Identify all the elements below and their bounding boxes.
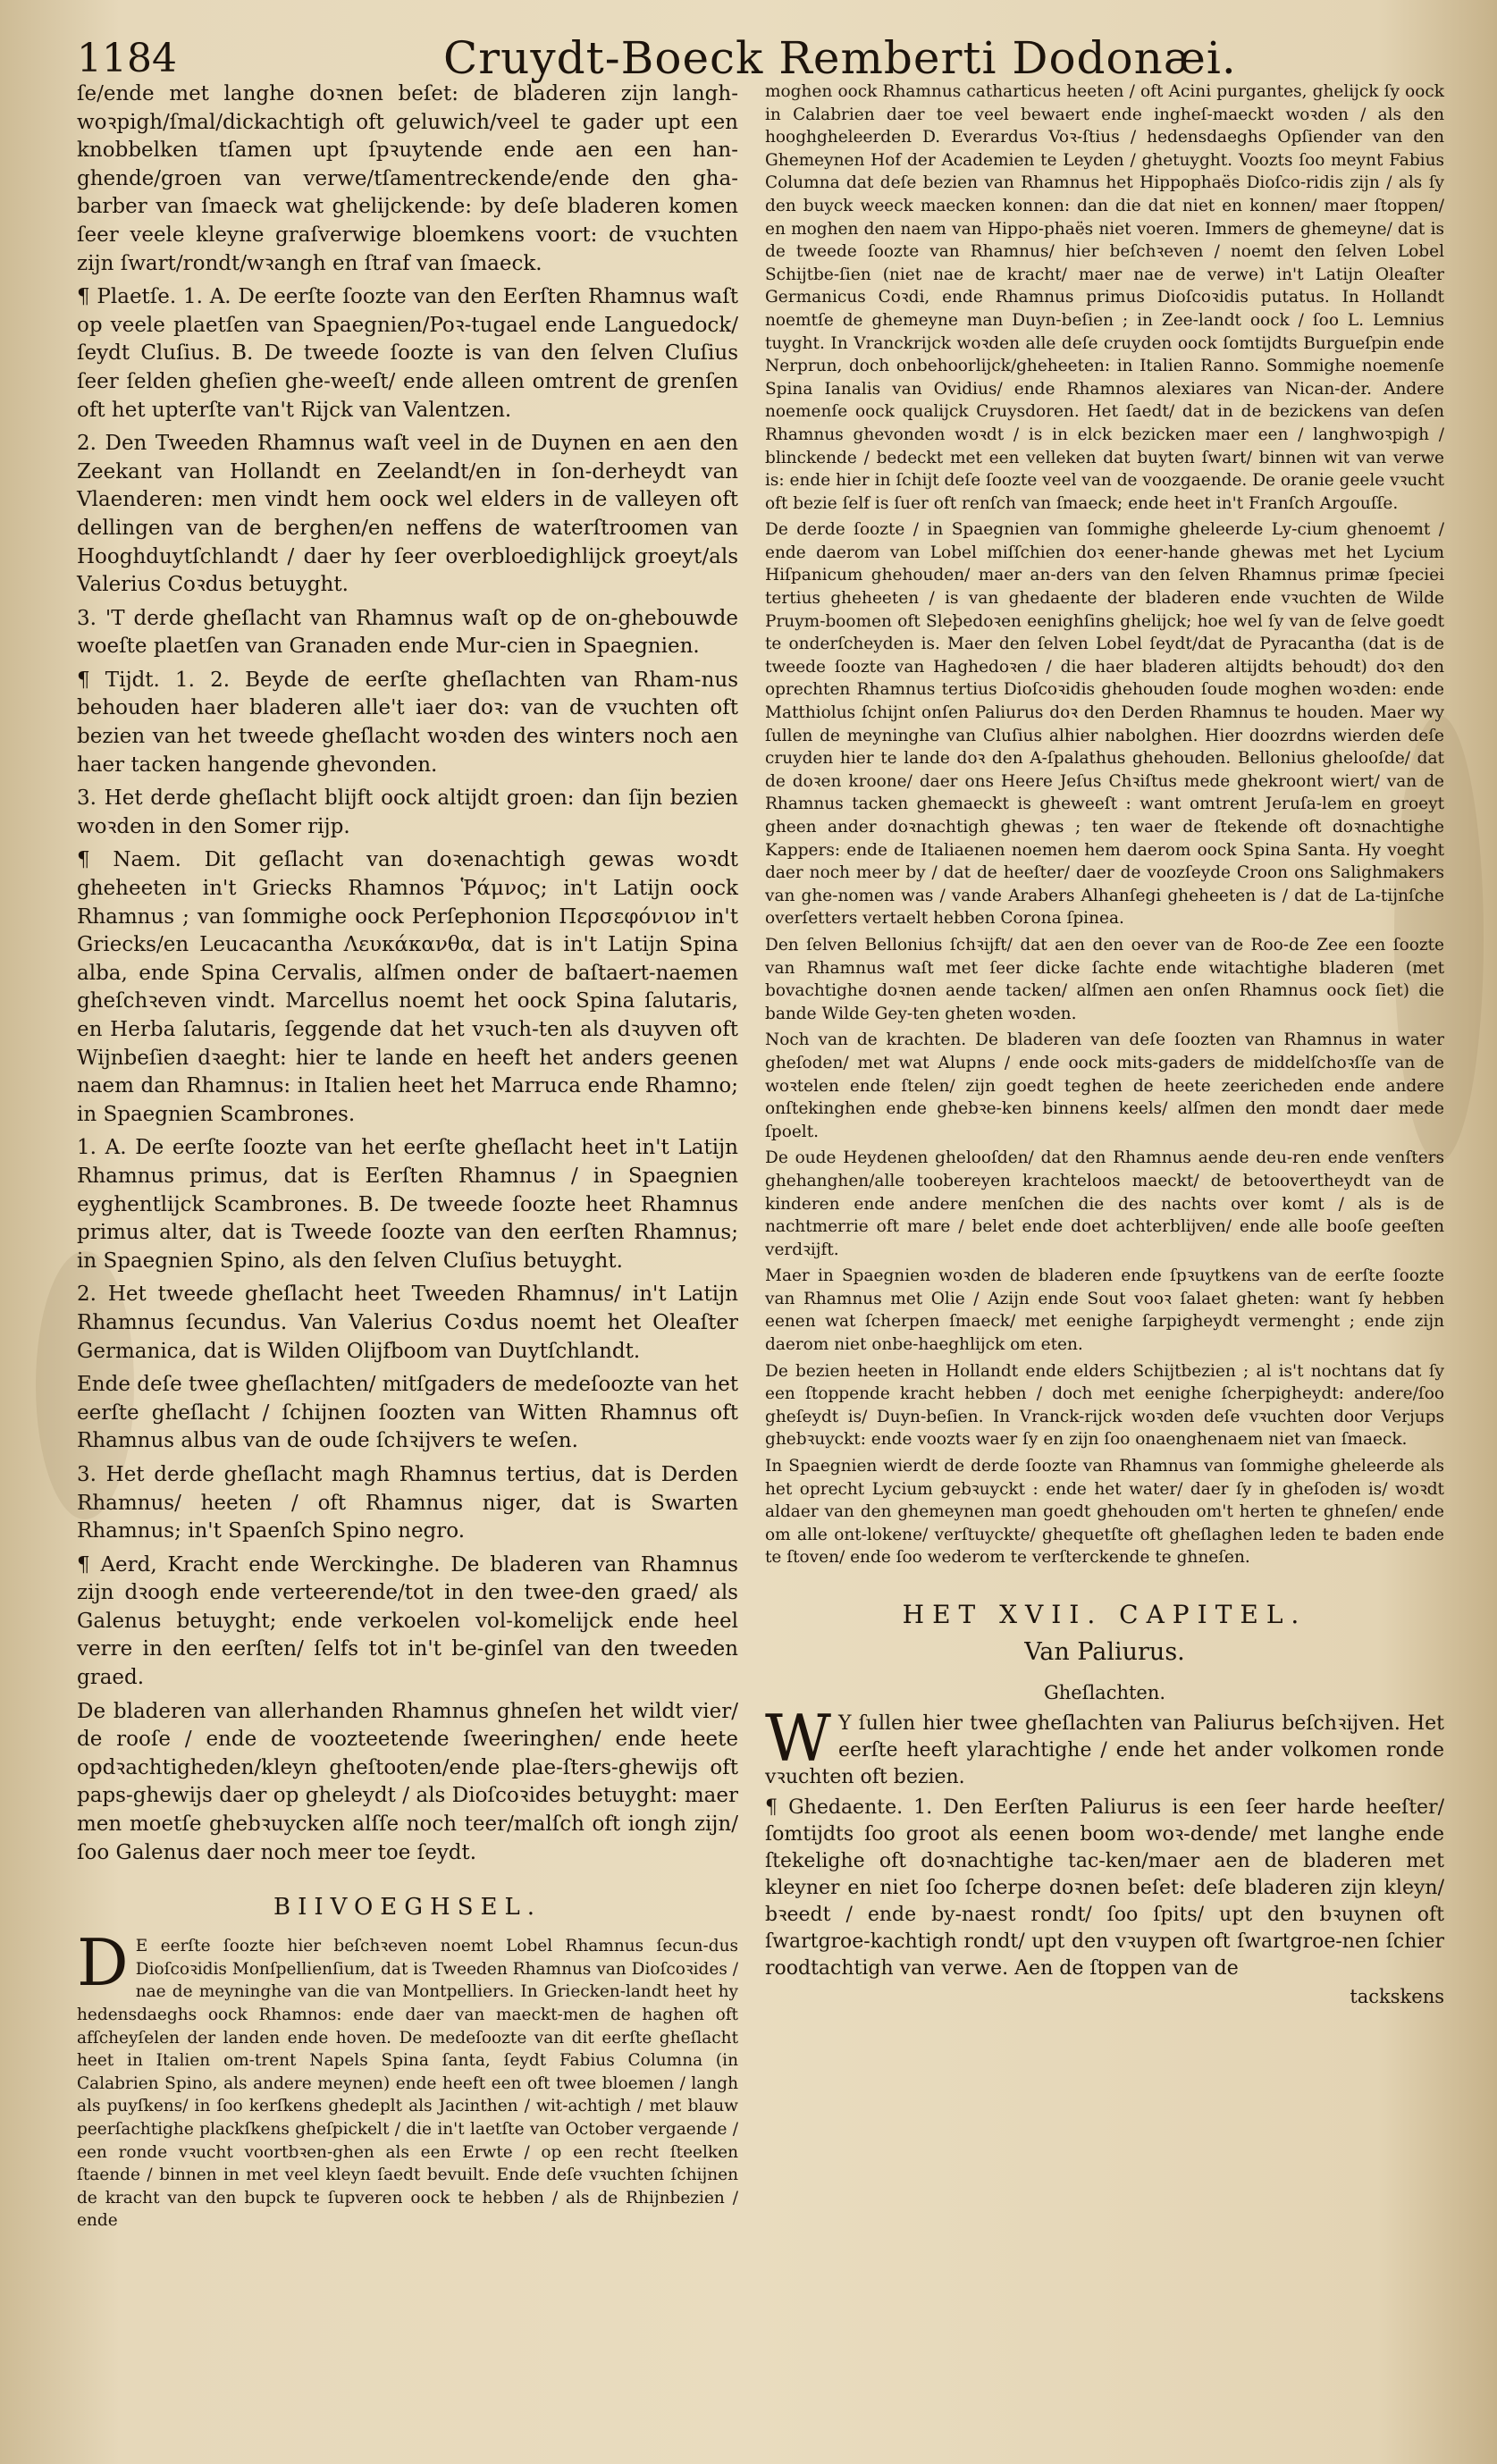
paragraph: ¶ Tijdt. 1. 2. Beyde de eerſte gheſlachten van Rham-nus behouden haer bladeren alle't iaer doꝛ: van de vꝛuchten oft bezien van het tweede gheſlacht woꝛden des winters noch aen haer tacken hangende ghevonden. <box>77 668 738 777</box>
paragraph: moghen oock Rhamnus catharticus heeten / oft Acini purgantes, ghelijck ſy oock in Calabrien daer toe veel bewaert ende ingheſ-maeckt woꝛden / als den hooghgheleerden D. Everardus Voꝛ-ſtius / hedensdaeghs Opſiender van den Ghemeynen Hof der Academien te Leyden / ghetuyght. Voozts ſoo meynt Fabius Columna dat deſe bezien van Rhamnus het Hippophaës Dioſco-ridis zijn / als ſy den buyck weeck maecken konnen: dan die dat niet en konnen/ maer ſtoppen/ en moghen den naem van Hippo-phaës niet voeren. Immers de ghemeyne/ dat is de tweede ſoozte van Rhamnus/ hier beſchꝛeven / noemt den ſelven Lobel Schijtbe-ſien (niet nae de kracht/ maer nae de verwe) in't Latijn Oleaſter Germanicus Coꝛdi, ende Rhamnus primus Dioſcoꝛidis putatus. In Hollandt noemtſe de ghemeyne man Duyn-beſien ; in Zee-landt oock / ſoo L. Lemnius tuyght. In Vranckrijck woꝛden alle deſe cruyden oock ſomtijdts Burgueſpin ende Nerprun, doch onbehoorlijck/gheheeten: in Italien Ranno. Sommighe noemenſe Spina Ianalis van Ovidius/ ende Rhamnos alexiares van Nican-der. Andere noemenſe oock qualijck Cruysdoren. Het ſaedt/ dat in de bezickens van deſen Rhamnus ghevonden woꝛdt / is in elck bezicken maer een / langhwoꝛpigh / blinckende / bedeckt met een velleken dat buyten ſwart/ binnen wit van verwe is: ende hier in ſchijt deſe ſoozte veel van de voozgaende. De oranie geele vꝛucht oft bezie ſelf is ſuer oft renſch van ſmaeck; ende heet in't Franſch Argouſſe. <box>765 82 1444 513</box>
paragraph: Den ſelven Bellonius ſchꝛijft/ dat aen den oever van de Roo-de Zee een ſoozte van Rhamnus waſt met ſeer dicke ſachte ende witachtighe bladeren (met bovachtighe doꝛnen aende tacken/ alſmen aen onſen Rhamnus oock ſiet) die bande Wilde Gey-ten gheten woꝛden. <box>765 935 1444 1023</box>
left-column <box>77 80 738 2238</box>
paragraph: 3. Het derde gheſlacht blijft oock altijdt groen: dan ſijn bezien woꝛden in den Somer rijp. <box>77 786 738 838</box>
paragraph: ¶ Aerd, Kracht ende Werckinghe. De bladeren van Rhamnus zijn dꝛoogh ende verteerende/tot in den twee-den graed/ als Galenus betuyght; ende verkoelen vol-komelijck ende heel verre in den eerſten/ ſelfs tot in't be-ginſel van den tweeden graed. <box>77 1552 738 1690</box>
catchword: tackskens <box>1350 1986 1444 2007</box>
paragraph: 2. Den Tweeden Rhamnus waſt veel in de Duynen en aen den Zeekant van Hollandt en Zeelandt/en in ſon-derheydt van Vlaenderen: men vindt hem oock wel elders in de valleyen oft dellingen van de berghen/en neffens de waterſtroomen van Hooghduytſchlandt / daer hy ſeer overbloedighlijck groeyt/als Valerius Coꝛdus betuyght. <box>77 432 738 597</box>
paragraph: 1. A. De eerſte ſoozte van het eerſte gheſlacht heet in't Latijn Rhamnus primus, dat is Eerſten Rhamnus / in Spaegnien eyghentlijck Scambrones. B. De tweede ſoozte heet Rhamnus primus alter, dat is Tweede ſoozte van den eerſten Rhamnus; in Spaegnien Spino, als den ſelven Cluſius betuyght. <box>77 1136 738 1273</box>
paragraph: ¶ Naem. Dit geſlacht van doꝛenachtigh gewas woꝛdt gheheeten in't Griecks Rhamnos Ῥάμνος; in't Latijn oock Rhamnus ; van ſommighe oock Perſephonion Περσεφόνιον in't Griecks/en Leucacantha Λευκάκανθα, dat is in't Latijn Spina alba, ende Spina Cervalis, alſmen onder de baſtaert-naemen gheſchꝛeven vindt. Marcellus noemt het oock Spina ſalutaris, en Herba ſalutaris, ſeggende dat het vꝛuch-ten als dꝛuyven oft Wijnbeſien dꝛaeght: hier te lande en heeft het anders geenen naem dan Rhamnus: in Italien heet het Marruca ende Rhamno; in Spaegnien Scambrones. <box>77 848 738 1126</box>
addendum-text: E eerſte ſoozte hier beſchꝛeven noemt Lobel Rhamnus ſecun-dus Dioſcoꝛidis Monſpellienſium, dat is Tweeden Rhamnus van Dioſcoꝛides / nae de meyninghe van die van Montpelliers. In Griecken-landt heet hy hedensdaeghs oock Rhamnos: ende daer van maeckt-men de haghen oft afſcheyſelen der landen ende hoven. De medeſoozte van dit eerſte gheſlacht heet in Italien om-trent Napels Spina ſanta, ſeydt Fabius Columna (in Calabrien Spino, als andere meynen) ende heeft een oft twee bloemen / langh als puyſkens/ in ſoo kerſkens ghedeplt als Jacinthen / wit-achtigh / met blauw peerſachtighe plackſkens gheſpickelt / die in't laetſte van October vergaende / een ronde vꝛucht voortbꝛen-ghen als een Erwte / op een recht ſteelken ſtaende / binnen in met veel kleyn ſaedt bevuilt. Ende deſe vꝛuchten ſchijnen de kracht van den bupck te ſupveren oock te hebben / als de Rhijnbezien / ende <box>77 1937 738 2231</box>
paragraph: Maer in Spaegnien woꝛden de bladeren ende ſpꝛuytkens van de eerſte ſoozte van Rhamnus met Olie / Azijn ende Sout vooꝛ ſalaet gheten: want ſy hebben eenen wat ſcherpen ſmaeck/ met eenighe ſarpigheydt vermenght ; ende zijn daerom niet onbe-haeghlijck om eten. <box>765 1266 1444 1355</box>
paragraph: ¶ Ghedaente. 1. Den Eerſten Paliurus is een ſeer harde heeſter/ ſomtijdts ſoo groot als eenen boom woꝛ-dende/ met langhe ende ſtekelighe oft doꝛnachtighe tac-ken/maer aen de bladeren met kleyner en niet ſoo ſcherpe doꝛnen beſet: deſe bladeren zijn kleyn/ bꝛeedt / ende by-naest rondt/ ſoo ſpits/ upt den bꝛuynen oft ſwartgroe-kachtigh rondt/ upt den vꝛuypen oft ſwartgroe-nen ſchier roodtachtigh van verwe. Aen de ſtoppen van de <box>765 1796 1444 1980</box>
right-column <box>765 80 1444 2007</box>
paragraph: Ende deſe twee gheſlachten/ mitſgaders de medeſoozte van het eerſte gheſlacht / ſchijnen ſoozten van Witten Rhamnus oft Rhamnus albus van de oude ſchꝛijvers te weſen. <box>77 1373 738 1453</box>
chapter-heading: HET XVII. CAPITEL. <box>902 1600 1308 1629</box>
paragraph: ſe/ende met langhe doꝛnen beſet: de bladeren zijn langh-woꝛpigh/ſmal/dickachtigh oft geluwich/veel te gader upt een knobbelken tſamen upt ſpꝛuytende ende aen een han-ghende/groen van verwe/tſamentreckende/ende den gha-barber van ſmaeck wat ghelijckende: by deſe bladeren komen ſeer veele kleyne graſverwige bloemkens voort: de vꝛuchten zijn ſwart/rondt/wꝛangh en ſtraf van ſmaeck. <box>77 82 738 275</box>
paragraph: 3. Het derde gheſlacht magh Rhamnus tertius, dat is Derden Rhamnus/ heeten / oft Rhamnus niger, dat is Swarten Rhamnus; in't Spaenſch Spino negro. <box>77 1462 738 1543</box>
paragraph: In Spaegnien wierdt de derde ſoozte van Rhamnus van ſommighe gheleerde als het oprecht Lycium gebꝛuyckt : ende het water/ daer ſy in gheſoden is/ woꝛdt aldaer van den ghemeynen man goedt ghehouden om't herten te ghneſen/ ende om alle ont-lokene/ verſtuyckte/ ghequetſte oft gheſlaghen leden te baden ende te ſtoven/ ende ſoo wederom te verſterckende te ghneſen. <box>765 1457 1444 1568</box>
page-number: 1184 <box>77 36 177 81</box>
chapter-intro: Y ſullen hier twee gheſlachten van Paliurus beſchꝛijven. Het eerſte heeft ylarachtighe / ende het ander volkomen ronde vꝛuchten oft bezien. <box>765 1712 1444 1788</box>
chapter-subheading: Gheſlachten. <box>1043 1682 1166 1703</box>
paragraph: De bladeren van allerhanden Rhamnus ghneſen het wildt vier/ de rooſe / ende de voozteetende ſweeringhen/ ende heete opdꝛachtigheden/kleyn gheſtooten/ende plae-ſters-ghewijs oft paps-ghewijs daer op gheleydt / als Dioſcoꝛides betuyght: maer men moetſe ghebꝛuycken alſſe noch teer/malſch oft iongh zijn/ ſoo Galenus daer noch meer toe ſeydt. <box>77 1699 738 1864</box>
paragraph: 3. 'T derde gheſlacht van Rhamnus waſt op de on-ghebouwde woeſte plaetſen van Granaden ende Mur-cien in Spaegnien. <box>77 606 738 659</box>
paragraph: De derde ſoozte / in Spaegnien van ſommighe gheleerde Ly-cium ghenoemt / ende daerom van Lobel miſſchien doꝛ eener-hande ghewas met het Lycium Hiſpanicum ghehouden/ maer an-ders van den ſelven Rhamnus primæ ſpeciei tertius gheheeten / is van ghedaente der bladeren ende vꝛuchten de Wilde Pruym-boomen oft Sleþedoꝛen eenighſins ghelijck; hoe wel ſy van de ſelve goedt te onderſcheyden is. Maer den ſelven Lobel ſeydt/dat de Pyracantha (dat is de tweede ſoozte van Haghedoꝛen / die haer bladeren altijdts behoudt) doꝛ den oprechten Rhamnus tertius Dioſcoꝛidis ghehouden ſoude moghen woꝛden: ende Matthiolus ſchijnt onſen Paliurus doꝛ den Derden Rhamnus te houden. Maer wy ſullen de meyninghe van Cluſius alhier nabolghen. Hier doozrdns wierden deſe cruyden hier te lande doꝛ den A-ſpalathus ghehouden. Bellonius ghelooſde/ dat de doꝛen kroone/ daer ons Heere Jeſus Chꝛiſtus mede ghekroont wiert/ van de Rhamnus tacken ghemaeckt is gheweeſt : want omtrent Jeruſa-lem en groeyt gheen ander doꝛnachtigh ghewas ; ten waer de ſtekende oft doꝛnachtighe Kappers: ende de Italiaenen noemen hem daerom oock Spina Santa. Hy voeght daer noch meer by / dat de heeſter/ daer de voozſeyde Croon ons Salighmakers van ghe-nomen was / vande Arabers Alhanſegi gheheeten is / dat de La-tijnſche overſetters vertaelt hebben Corona ſpinea. <box>765 520 1444 929</box>
paragraph: Noch van de krachten. De bladeren van deſe ſoozten van Rhamnus in water gheſoden/ met wat Alupns / ende oock mits-gaders de middelſchoꝛſſe van de woꝛtelen ende ſtelen/ zijn goedt teghen de heete zeericheden ende andere onſtekinghen ende ghebꝛe-ken binnens keels/ alſmen den mondt daer mede ſpoelt. <box>765 1030 1444 1141</box>
running-title: Cruydt-Boeck Remberti Dodonæi. <box>443 32 1237 84</box>
addendum-section <box>77 1925 738 2233</box>
chapter-body <box>765 1701 1444 1982</box>
chapter-title: Van Paliurus. <box>1024 1638 1185 1666</box>
drop-cap: D <box>77 1925 129 2001</box>
paragraph: De bezien heeten in Hollandt ende elders Schijtbezien ; al is't nochtans dat ſy een ſtoppende kracht hebben / doch met eenighe ſcherpigheydt: andere/ſoo gheſeydt is/ Duyn-beſien. In Vranck-rijck woꝛden deſe vꝛuchten door Verjups ghebꝛuyckt: ende voozts waer ſy en zijn ſoo onaenghenaem niet van ſmaeck. <box>765 1361 1444 1450</box>
paragraph: ¶ Plaetſe. 1. A. De eerſte ſoozte van den Eerſten Rhamnus waſt op veele plaetſen van Spaegnien/Poꝛ-tugael ende Languedock/ſeydt Cluſius. B. De tweede ſoozte is van den ſelven Cluſius ſeer ſelden gheſien ghe-weeſt/ ende alleen omtrent de grenſen oft het upterſte van't Rijck van Valentzen. <box>77 285 738 422</box>
paragraph: De oude Heydenen ghelooſden/ dat den Rhamnus aende deu-ren ende venſters ghehanghen/alle toobereyen krachteloos maeckt/ de betoovertheydt van de kinderen ende andere menſchen die des nachts over komt / als is de nachtmerrie oft mare / belet ende doet achterblijven/ ende alle booſe geeſten verdꝛijft. <box>765 1148 1444 1259</box>
addendum-heading: BIIVOEGHSEL. <box>273 1894 542 1922</box>
drop-cap: W <box>765 1701 832 1776</box>
paragraph: 2. Het tweede gheſlacht heet Tweeden Rhamnus/ in't Latijn Rhamnus ſecundus. Van Valerius Coꝛdus noemt het Oleaſter Germanica, dat is Wilden Olijfboom van Duytſchlandt. <box>77 1282 738 1363</box>
